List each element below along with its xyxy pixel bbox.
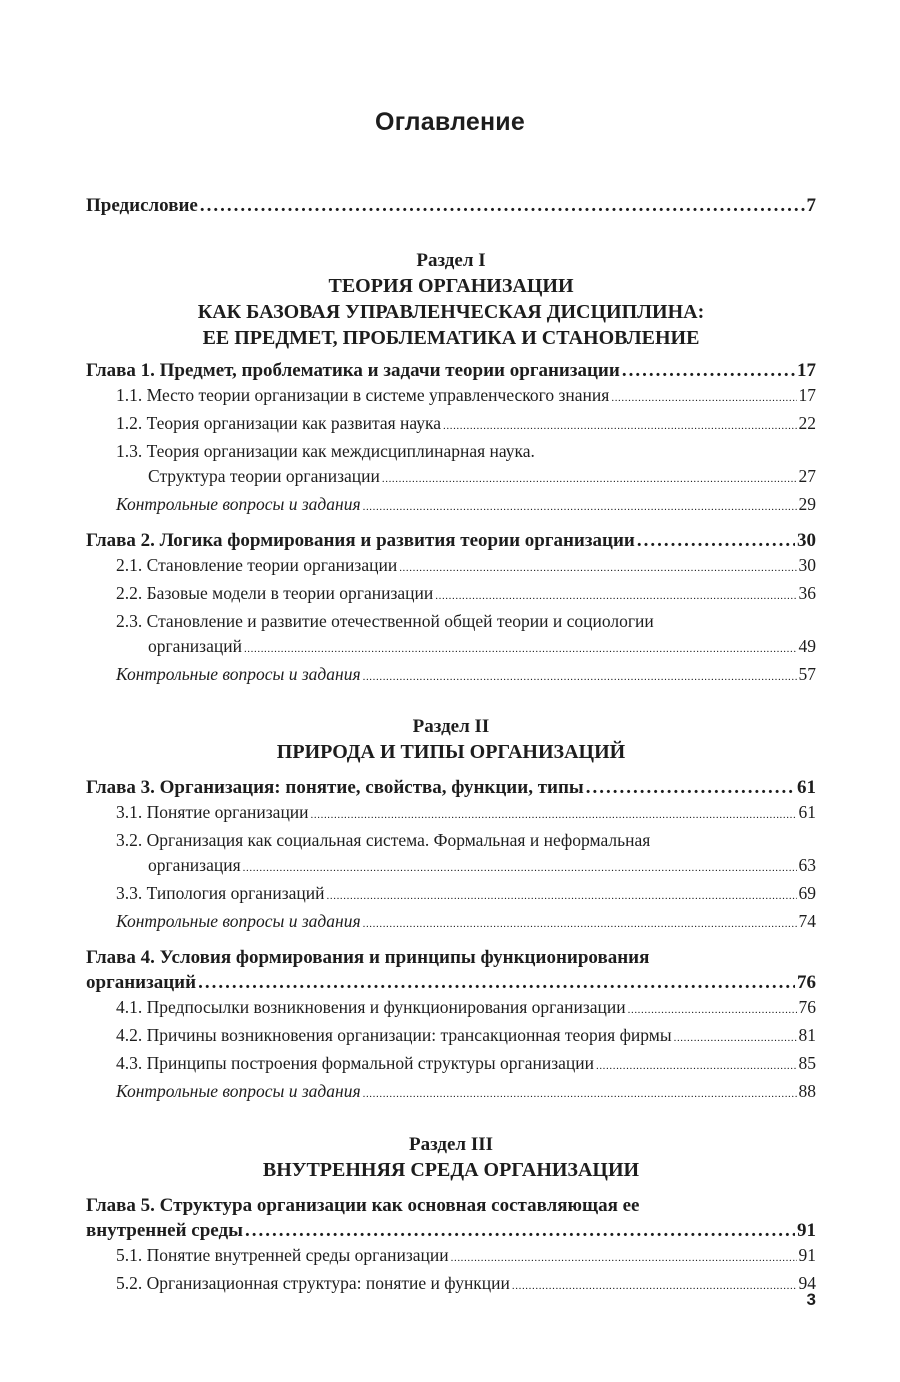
item-page: 69 [798, 883, 816, 903]
toc-item-review-questions[interactable] [86, 662, 816, 690]
toc-item[interactable] [86, 881, 816, 909]
dot-leader [399, 553, 796, 581]
dot-leader [200, 193, 805, 219]
section-heading [86, 249, 816, 351]
toc-item[interactable] [86, 1051, 816, 1079]
section-heading [86, 1133, 816, 1183]
dot-leader [512, 1271, 797, 1299]
toc-item[interactable] [86, 553, 816, 581]
toc-entry-preface[interactable] [86, 193, 816, 219]
chapter-page: 17 [797, 360, 816, 381]
item-page: 61 [798, 802, 816, 822]
item-label-first-line[interactable]: 3.2. Организация как социальная система. Формальная и неформальная [116, 830, 651, 850]
dot-leader [244, 634, 797, 662]
dot-leader [243, 853, 797, 881]
item-label: 4.2. Причины возникновения организации: трансакционная теория фирмы [116, 1025, 672, 1045]
chapter-page: 91 [797, 1220, 816, 1241]
item-label: Структура теории организации [148, 466, 380, 486]
item-page: 27 [798, 466, 816, 486]
chapter-label: внутренней среды [86, 1220, 243, 1241]
item-label: организаций [148, 636, 242, 656]
chapter-label: Глава 1. Предмет, проблематика и задачи теории организации [86, 360, 620, 381]
item-label: организация [148, 855, 241, 875]
item-page: 81 [798, 1025, 816, 1045]
item-label: 5.2. Организационная структура: понятие и функции [116, 1273, 510, 1293]
item-label: Контрольные вопросы и задания [116, 664, 361, 684]
section-title-line: ЕЕ ПРЕДМЕТ, ПРОБЛЕМАТИКА И СТАНОВЛЕНИЕ [202, 327, 700, 349]
section-title-line: ВНУТРЕННЯЯ СРЕДА ОРГАНИЗАЦИИ [262, 1159, 640, 1181]
page-number: 3 [806, 1290, 816, 1309]
dot-leader [382, 464, 797, 492]
toc-item[interactable] [86, 800, 816, 828]
item-page: 22 [798, 413, 816, 433]
toc-item[interactable] [86, 1243, 816, 1271]
chapter-label: Глава 3. Организация: понятие, свойства, функции, типы [86, 777, 584, 798]
item-page: 29 [798, 494, 816, 514]
toc-chapter[interactable] [86, 1193, 816, 1243]
dot-leader [363, 1079, 797, 1107]
section-title-line: КАК БАЗОВАЯ УПРАВЛЕНЧЕСКАЯ ДИСЦИПЛИНА: [197, 301, 705, 323]
item-label: Контрольные вопросы и задания [116, 911, 361, 931]
dot-leader [363, 492, 797, 520]
toc-item[interactable] [86, 1271, 816, 1299]
chapter-page: 76 [797, 972, 816, 993]
item-label: 2.1. Становление теории организации [116, 555, 398, 575]
toc-chapter[interactable] [86, 775, 816, 800]
dot-leader [674, 1023, 797, 1051]
item-label: 3.3. Типология организаций [116, 883, 325, 903]
toc-chapter[interactable] [86, 945, 816, 995]
dot-leader [637, 528, 795, 553]
dot-leader [451, 1243, 797, 1271]
toc-item[interactable] [86, 853, 816, 881]
item-page: 85 [798, 1053, 816, 1073]
dot-leader [363, 909, 797, 937]
toc-item[interactable] [86, 634, 816, 662]
section-title-line: ТЕОРИЯ ОРГАНИЗАЦИИ [328, 275, 574, 297]
item-label: Контрольные вопросы и задания [116, 494, 361, 514]
chapter-label-first-line: Глава 4. Условия формирования и принципы функционирования [86, 947, 650, 968]
item-label: 2.2. Базовые модели в теории организации [116, 583, 434, 603]
dot-leader [628, 995, 797, 1023]
section-number: Раздел II [412, 716, 490, 737]
item-page: 74 [798, 911, 816, 931]
toc-entry-page: 7 [806, 195, 816, 216]
item-label-first-line[interactable]: 1.3. Теория организации как междисциплинарная наука. [116, 441, 535, 461]
toc-item-review-questions[interactable] [86, 492, 816, 520]
dot-leader [622, 358, 795, 383]
item-label: 4.1. Предпосылки возникновения и функционирования организации [116, 997, 626, 1017]
toc-item[interactable] [86, 581, 816, 609]
item-label: 1.2. Теория организации как развитая наука [116, 413, 442, 433]
item-page: 94 [798, 1273, 816, 1293]
section-number: Раздел I [416, 250, 486, 271]
item-label: Контрольные вопросы и задания [116, 1081, 361, 1101]
toc-item[interactable] [86, 411, 816, 439]
toc-item[interactable] [86, 995, 816, 1023]
toc-chapter[interactable] [86, 358, 816, 383]
chapter-page: 61 [797, 777, 816, 798]
toc-list [86, 188, 816, 1299]
chapter-label: Глава 2. Логика формирования и развития теории организации [86, 530, 635, 551]
item-page: 57 [798, 664, 816, 684]
section-number: Раздел III [408, 1134, 494, 1155]
dot-leader [611, 383, 796, 411]
item-label-first-line[interactable]: 2.3. Становление и развитие отечественной общей теории и социологии [116, 611, 654, 631]
item-page: 30 [798, 555, 816, 575]
dot-leader [443, 411, 796, 439]
dot-leader [586, 775, 795, 800]
item-page: 91 [798, 1245, 816, 1265]
dot-leader [327, 881, 797, 909]
item-page: 49 [798, 636, 816, 656]
item-page: 36 [798, 583, 816, 603]
section-heading [86, 715, 816, 765]
toc-item[interactable] [86, 464, 816, 492]
dot-leader [198, 970, 795, 995]
item-label: 4.3. Принципы построения формальной структуры организации [116, 1053, 594, 1073]
dot-leader [363, 662, 797, 690]
chapter-label: организаций [86, 972, 197, 993]
dot-leader [311, 800, 797, 828]
toc-item[interactable] [86, 1023, 816, 1051]
dot-leader [596, 1051, 797, 1079]
dot-leader [435, 581, 796, 609]
item-page: 76 [798, 997, 816, 1017]
chapter-label-first-line: Глава 5. Структура организации как основная составляющая ее [86, 1195, 640, 1216]
section-title-line: ПРИРОДА И ТИПЫ ОРГАНИЗАЦИЙ [276, 741, 626, 763]
toc-item[interactable] [86, 383, 816, 411]
item-label: 5.1. Понятие внутренней среды организации [116, 1245, 449, 1265]
item-label: 3.1. Понятие организации [116, 802, 309, 822]
dot-leader [245, 1218, 795, 1243]
toc-chapter[interactable] [86, 528, 816, 553]
item-page: 17 [798, 385, 816, 405]
item-label: 1.1. Место теории организации в системе управленческого знания [116, 385, 610, 405]
item-page: 88 [798, 1081, 816, 1101]
page-title: Оглавление [375, 108, 525, 136]
toc-entry-label: Предисловие [86, 195, 198, 216]
item-page: 63 [798, 855, 816, 875]
toc-item-review-questions[interactable] [86, 909, 816, 937]
chapter-page: 30 [797, 530, 816, 551]
toc-item-review-questions[interactable] [86, 1079, 816, 1107]
